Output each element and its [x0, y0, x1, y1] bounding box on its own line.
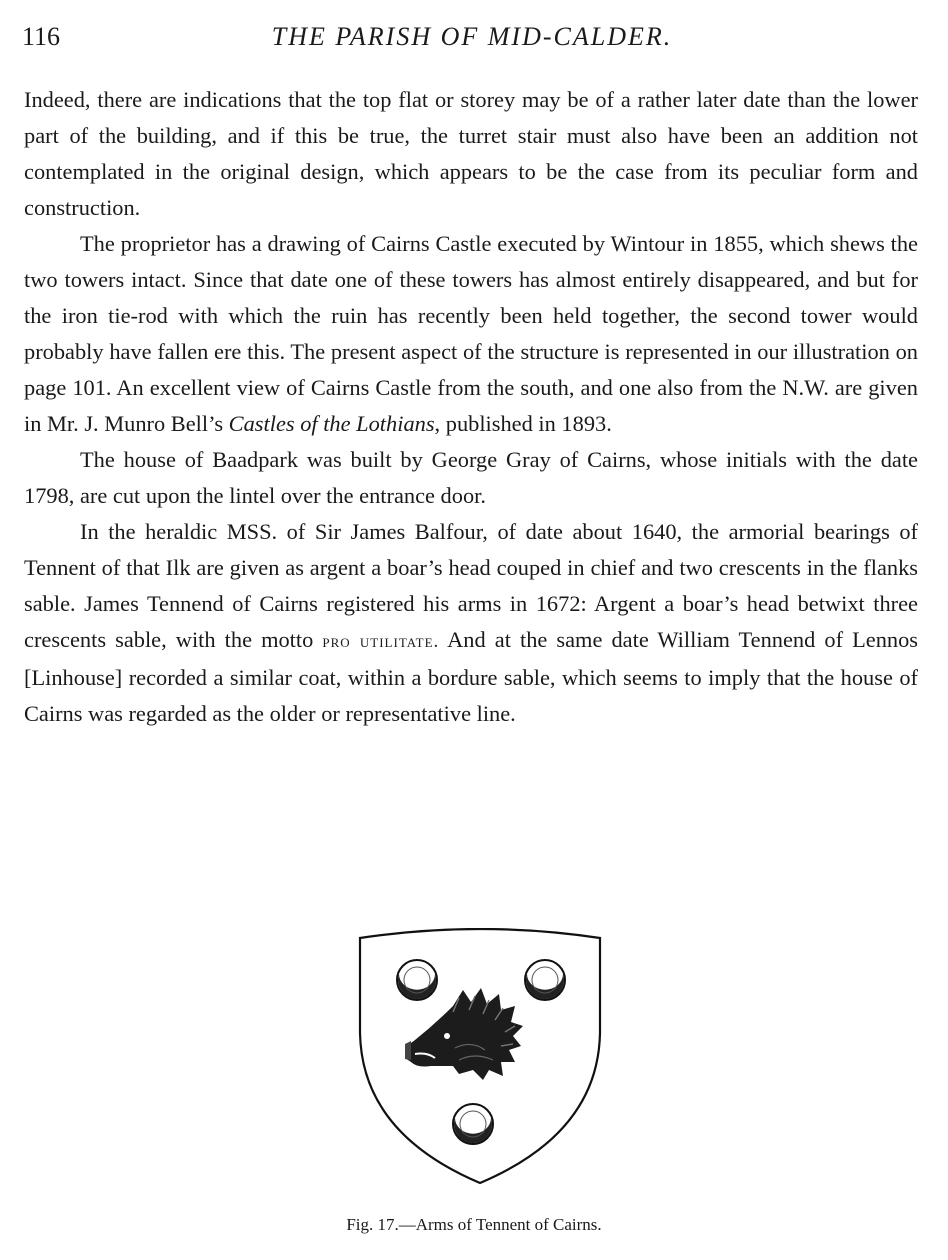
paragraph-3-text: The house of Baadpark was built by George Gray of Cairns, whose initials with the date 1798, are cut upon the lintel over the entrance door.	[24, 447, 918, 508]
paragraph-1	[24, 82, 918, 226]
coat-of-arms-figure	[355, 928, 605, 1188]
figure-caption: Fig. 17.—Arms of Tennent of Cairns.	[346, 1215, 602, 1234]
paragraph-2-end: , published in 1893.	[434, 411, 612, 436]
paragraph-4-text: In the heraldic MSS. of Sir James Balfour, of date about 1640, the armorial bearings of Tennent of that Ilk are given as argent a boar’s head couped in chief and two crescents in the flanks sable. James Tennend of Cairns registered his arms in 1672: Argent a boar’s head betwixt three crescents sable, with the motto	[24, 519, 918, 652]
book-title: Castles of the Lothians	[228, 411, 435, 436]
paragraph-1-text: Indeed, there are indications that the top flat or storey may be of a rather later date than the lower part of the building, and if this be true, the turret stair must also have been an addition not contemplated in the original design, which appears to be the case from its peculiar form and construction.	[24, 87, 918, 220]
body-text	[24, 82, 918, 732]
paragraph-2	[24, 226, 918, 442]
paragraph-3	[24, 442, 918, 514]
running-title: THE PARISH OF MID-CALDER.	[271, 22, 673, 51]
paragraph-2-text: The proprietor has a drawing of Cairns Castle executed by Wintour in 1855, which shews the two towers intact. Since that date one of these towers has almost entirely disappeared, and but for the iron tie-rod with which the ruin has recently been held together, the second tower would probably have fallen ere this. The present aspect of the structure is represented in our illustration on page 101. An excellent view of Cairns Castle from the south, and one also from the N.W. are given in Mr. J. Munro Bell’s	[24, 231, 918, 436]
page-header	[22, 18, 922, 58]
shield-icon	[355, 928, 605, 1188]
page-number: 116	[22, 22, 61, 51]
paragraph-4-end: And at the same date William Tennend of Lennos [Linhouse] recorded a similar coat, within a bordure sable, which seems to imply that the house of Cairns was regarded as the older or representative line.	[24, 627, 919, 726]
crescent-bottom-icon	[453, 1104, 493, 1144]
paragraph-4	[24, 514, 918, 732]
crescent-top-right-icon	[525, 960, 565, 1000]
crescent-top-left-icon	[397, 960, 437, 1000]
motto: pro utilitate.	[322, 631, 440, 652]
